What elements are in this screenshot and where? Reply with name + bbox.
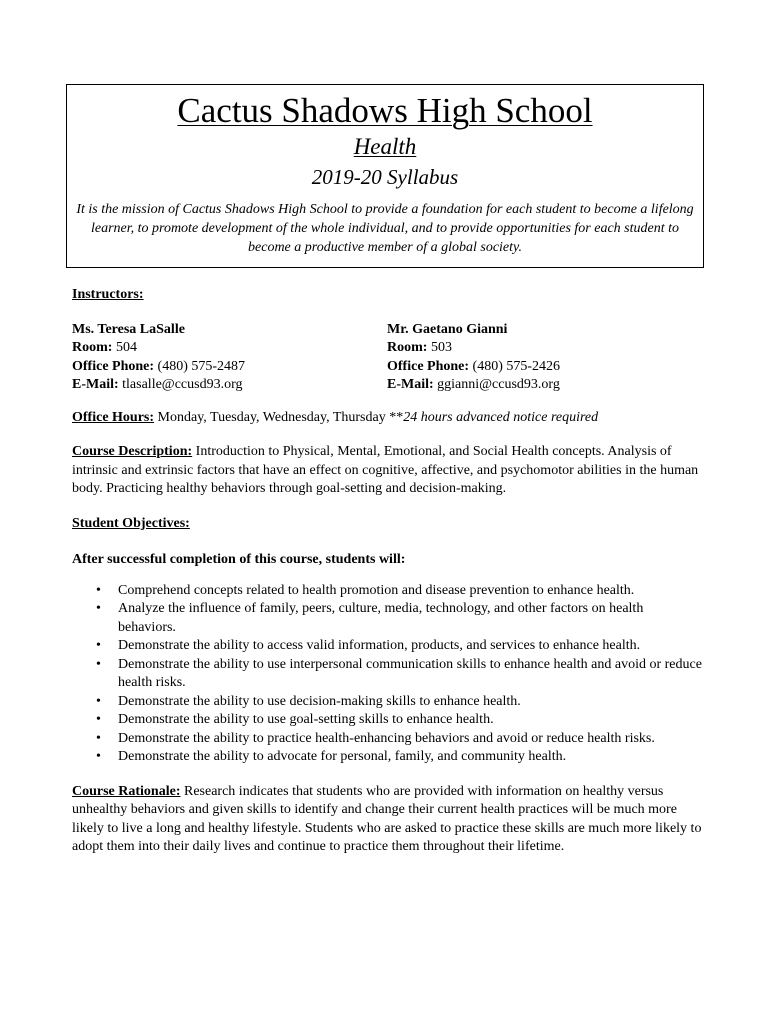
list-item: • Demonstrate the ability to practice health-enhancing behaviors and avoid or reduce health risks. bbox=[118, 730, 702, 749]
phone-line bbox=[72, 358, 387, 377]
room-line bbox=[72, 339, 387, 358]
bullet: • bbox=[96, 601, 101, 616]
student-objectives-label: Student Objectives: bbox=[72, 515, 190, 531]
mission-statement: It is the mission of Cactus Shadows High School to provide a foundation for each student to become a lifelong learner, to promote development of the whole individual, and to provide opportunities for each student to become a productive member of a global society. bbox=[76, 202, 694, 255]
student-objectives bbox=[72, 515, 702, 534]
phone-label: Office Phone: bbox=[72, 358, 155, 374]
email-value: tlasalle@ccusd93.org bbox=[122, 377, 243, 392]
course-name: Health bbox=[353, 134, 417, 159]
bullet: • bbox=[96, 693, 101, 709]
objectives-intro: After successful completion of this course, students will: bbox=[72, 552, 406, 567]
room-label: Room: bbox=[387, 340, 428, 355]
instructor-lasalle bbox=[72, 321, 387, 395]
course-rationale-text: Research indicates that students who are provided with information on healthy versus unhealthy behaviors and given skills to identify and change their current health practices will be much more likely to live a long and healthy lifestyle. Students who are asked to practice these skills are much more likely to adopt them into their daily lives and continue to practice them throughout their lifetime. bbox=[72, 783, 702, 854]
header-box bbox=[66, 84, 704, 268]
instructor-name: Mr. Gaetano Gianni bbox=[387, 321, 508, 337]
phone-label: Office Phone: bbox=[387, 358, 470, 374]
school-name: Cactus Shadows High School bbox=[177, 91, 593, 130]
email-label: E-Mail: bbox=[387, 377, 434, 392]
bullet: • bbox=[96, 712, 101, 727]
room-line bbox=[387, 339, 702, 358]
list-item: • Demonstrate the ability to use goal-setting skills to enhance health. bbox=[118, 711, 702, 730]
instructor-gianni bbox=[387, 321, 702, 395]
list-item: • Analyze the influence of family, peers, culture, media, technology, and other factors on health behaviors. bbox=[96, 601, 644, 635]
bullet: • bbox=[96, 638, 101, 653]
list-item: • Demonstrate the ability to use interpersonal communication skills to enhance health and avoid or reduce health risks. bbox=[96, 656, 702, 690]
syllabus-content bbox=[72, 286, 702, 857]
list-item: • Demonstrate the ability to access valid information, products, and services to enhance health. bbox=[118, 637, 702, 656]
instructor-name: Ms. Teresa LaSalle bbox=[72, 321, 185, 337]
phone-value: (480) 575-2487 bbox=[157, 358, 246, 374]
office-hours-days: Monday, Tuesday, Wednesday, Thursday ** bbox=[157, 409, 404, 425]
bullet: • bbox=[96, 656, 101, 672]
phone-value: (480) 575-2426 bbox=[472, 358, 561, 374]
bullet: • bbox=[96, 730, 101, 746]
room-value: 504 bbox=[115, 340, 137, 355]
office-hours-note: 24 hours advanced notice required bbox=[403, 409, 599, 425]
course-description-text: Introduction to Physical, Mental, Emotional, and Social Health concepts. Analysis of intrinsic and extrinsic factors that have an effect on cognitive, affective, and psychomotor abilities in the human body. Practicing healthy behaviors through goal-setting and decision-making. bbox=[72, 444, 699, 496]
course-description-label: Course Description: bbox=[72, 444, 193, 459]
course-rationale bbox=[72, 783, 702, 857]
course-description bbox=[72, 443, 702, 499]
list-item: • Demonstrate the ability to advocate for personal, family, and community health. bbox=[118, 748, 702, 767]
email-value: ggianni@ccusd93.org bbox=[437, 377, 560, 392]
office-hours bbox=[72, 409, 702, 428]
room-value: 503 bbox=[430, 340, 452, 355]
bullet: • bbox=[96, 582, 101, 598]
email-label: E-Mail: bbox=[72, 377, 119, 392]
list-item: • Comprehend concepts related to health promotion and disease prevention to enhance health. bbox=[118, 582, 702, 601]
phone-line bbox=[387, 358, 702, 377]
room-label: Room: bbox=[72, 340, 113, 355]
office-hours-label: Office Hours: bbox=[72, 409, 155, 425]
email-line bbox=[72, 376, 387, 395]
bullet: • bbox=[96, 749, 101, 764]
list-item: • Demonstrate the ability to use decision-making skills to enhance health. bbox=[118, 693, 702, 712]
email-line bbox=[387, 376, 702, 395]
instructors-heading: Instructors: bbox=[72, 287, 144, 302]
objectives-list bbox=[72, 582, 702, 767]
course-rationale-label: Course Rationale: bbox=[72, 783, 181, 799]
syllabus-year: 2019-20 Syllabus bbox=[311, 165, 459, 189]
instructors-section bbox=[72, 286, 702, 305]
instructors-list bbox=[72, 321, 702, 395]
